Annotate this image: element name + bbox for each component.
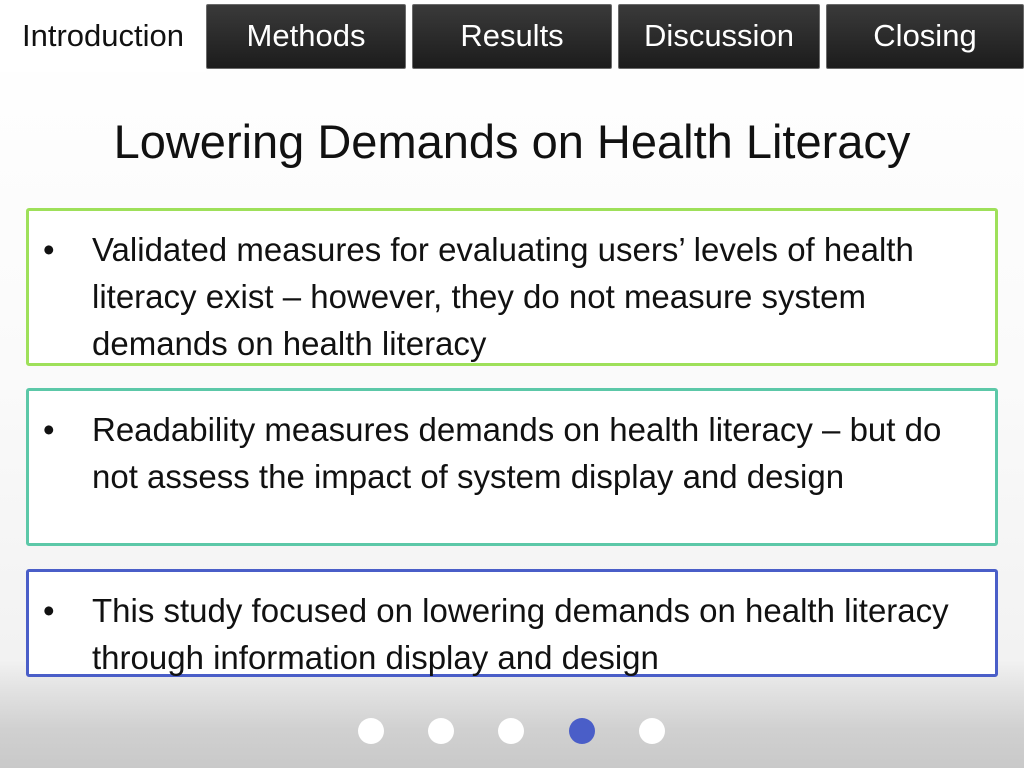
bullet-item (29, 572, 995, 681)
pagination-dots (0, 718, 1024, 744)
tab-discussion[interactable] (618, 4, 820, 69)
bullet-icon: • (43, 411, 55, 448)
bullet-text: This study focused on lowering demands on health literacy through information display and design (92, 592, 949, 676)
bullet-item (29, 211, 995, 367)
tab-methods[interactable] (206, 4, 406, 69)
page-dot-3[interactable] (498, 718, 524, 744)
content-box-2 (26, 388, 998, 546)
bullet-text: Readability measures demands on health literacy – but do not assess the impact of system display and design (92, 411, 942, 495)
tab-bar (0, 0, 1024, 72)
bullet-icon: • (43, 231, 55, 268)
page-dot-5[interactable] (639, 718, 665, 744)
tab-label: Introduction (22, 18, 184, 53)
page-dot-2[interactable] (428, 718, 454, 744)
slide-title: Lowering Demands on Health Literacy (113, 115, 911, 168)
tab-closing[interactable] (826, 4, 1024, 69)
tab-label: Methods (246, 18, 366, 53)
tab-label: Discussion (644, 18, 794, 53)
page-dot-1[interactable] (358, 718, 384, 744)
bullet-text: Validated measures for evaluating users’ levels of health literacy exist – however, they do not measure system demands on health literacy (92, 231, 914, 362)
bullet-icon: • (43, 592, 55, 629)
content-box-1 (26, 208, 998, 366)
tab-introduction[interactable] (0, 0, 206, 72)
tab-label: Closing (873, 18, 977, 53)
bullet-item (29, 391, 995, 500)
tab-results[interactable] (412, 4, 612, 69)
tab-label: Results (460, 18, 564, 53)
content-box-3 (26, 569, 998, 677)
page-dot-4[interactable] (569, 718, 595, 744)
